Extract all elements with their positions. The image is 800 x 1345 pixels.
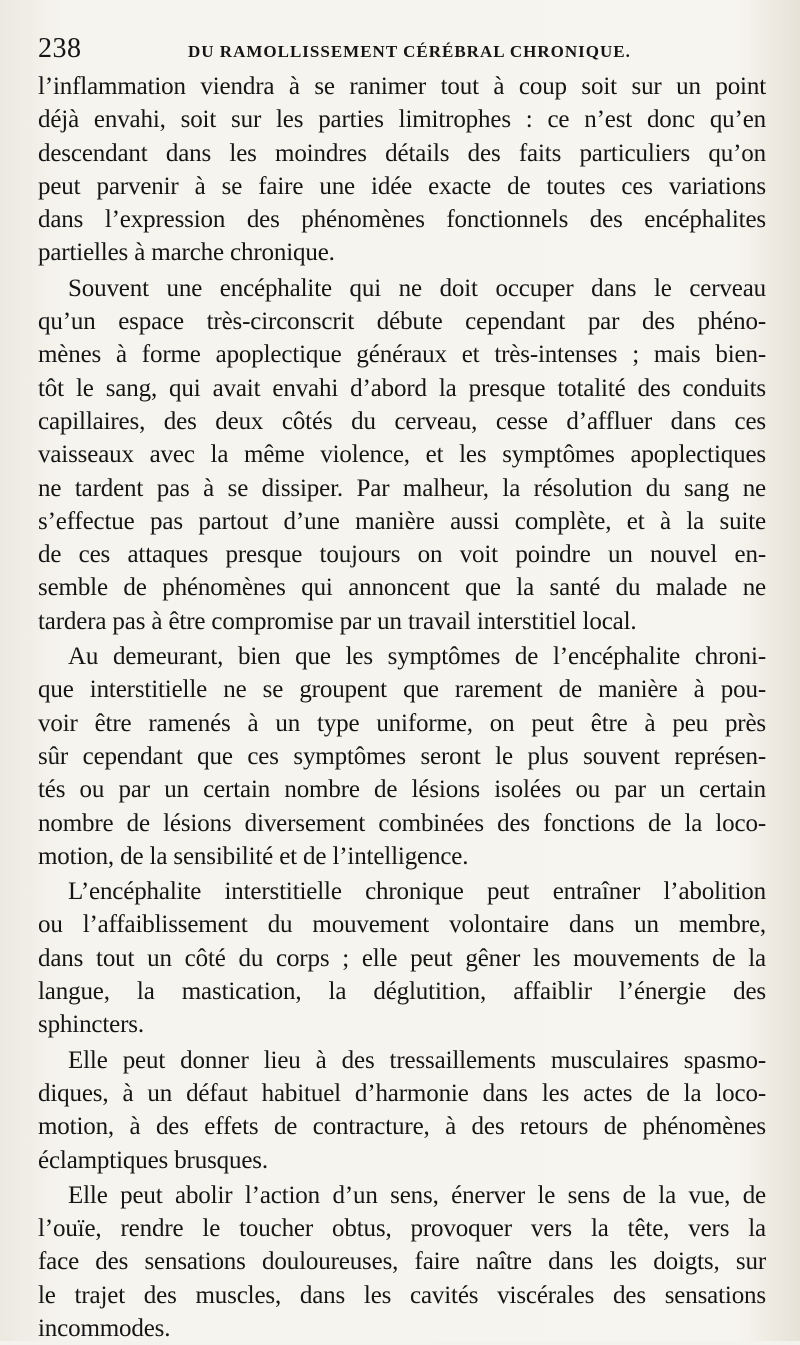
text-line: que interstitielle ne se groupent que rarement de manière à pou- [38,676,766,704]
text-line: vaisseaux avec la même violence, et les symptômes apoplectiques [38,441,766,469]
text-line: s’effectue pas partout d’une manière aussi complète, et à la suite [38,507,766,535]
running-head: DU RAMOLLISSEMENT CÉRÉBRAL CHRONIQUE. [188,42,631,61]
body-text [38,70,766,1345]
text-line: motion, à des effets de contracture, à des retours de phénomènes [38,1113,766,1141]
text-line: tardera pas à être compromise par un travail interstitiel local. [38,607,637,635]
text-line: descendant dans les moindres détails des faits particuliers qu’on [38,139,766,167]
text-line: face des sensations douloureuses, faire naître dans les doigts, sur [38,1248,766,1276]
text-line: semble de phénomènes qui annoncent que la santé du malade ne [38,574,766,602]
text-line: Au demeurant, bien que les symptômes de l’encéphalite chroni- [68,643,766,671]
text-line: partielles à marche chronique. [38,239,335,267]
text-line: Souvent une encéphalite qui ne doit occuper dans le cerveau [68,274,766,302]
text-line: Elle peut abolir l’action d’un sens, énerver le sens de la vue, de [68,1181,766,1209]
paragraph [38,1179,766,1345]
text-line: dans l’expression des phénomènes fonctionnels des encéphalites [38,206,766,234]
text-line: éclamptiques brusques. [38,1146,268,1174]
text-line: peut parvenir à se faire une idée exacte de toutes ces variations [38,172,766,200]
page-number: 238 [38,33,82,64]
text-line: motion, de la sensibilité et de l’intelligence. [38,842,469,870]
text-line: voir être ramenés à un type uniforme, on peut être à peu près [38,709,766,737]
text-line: L’encéphalite interstitielle chronique peut entraîner l’abolition [68,878,766,906]
text-line: sphincters. [38,1011,144,1039]
text-line: dans tout un côté du corps ; elle peut gêner les mouvements de la [38,944,766,972]
text-line: capillaires, des deux côtés du cerveau, cesse d’affluer dans ces [38,407,766,435]
page-header [38,34,766,64]
paragraph [38,640,766,873]
text-line: le trajet des muscles, dans les cavités viscérales des sensations [38,1281,766,1309]
paragraph [38,272,766,638]
text-line: ou l’affaiblissement du mouvement volontaire dans un membre, [38,911,766,939]
text-line: diques, à un défaut habituel d’harmonie dans les actes de la loco- [38,1079,766,1107]
text-line: Elle peut donner lieu à des tressaillements musculaires spasmo- [68,1046,766,1074]
text-line: incommodes. [38,1314,171,1342]
text-line: tôt le sang, qui avait envahi d’abord la presque totalité des conduits [38,374,766,402]
text-line: l’inflammation viendra à se ranimer tout à coup soit sur un point [38,73,766,100]
text-line: nombre de lésions diversement combinées des fonctions de la loco- [38,809,766,837]
paragraph [38,70,766,270]
text-line: langue, la mastication, la déglutition, affaiblir l’énergie des [38,978,766,1006]
text-line: tés ou par un certain nombre de lésions isolées ou par un certain [38,776,766,804]
text-line: ne tardent pas à se dissiper. Par malheur, la résolution du sang ne [38,474,766,502]
text-line: mènes à forme apoplectique généraux et très-intenses ; mais bien- [38,341,766,369]
text-line: de ces attaques presque toujours on voit poindre un nouvel en- [38,541,766,569]
text-line: sûr cependant que ces symptômes seront le plus souvent représen- [38,742,766,770]
text-line: qu’un espace très-circonscrit débute cependant par des phéno- [38,308,766,336]
paragraph [38,1044,766,1177]
paragraph [38,875,766,1041]
text-line: déjà envahi, soit sur les parties limitrophes : ce n’est donc qu’en [38,106,766,134]
text-line: l’ouïe, rendre le toucher obtus, provoquer vers la tête, vers la [38,1215,766,1243]
